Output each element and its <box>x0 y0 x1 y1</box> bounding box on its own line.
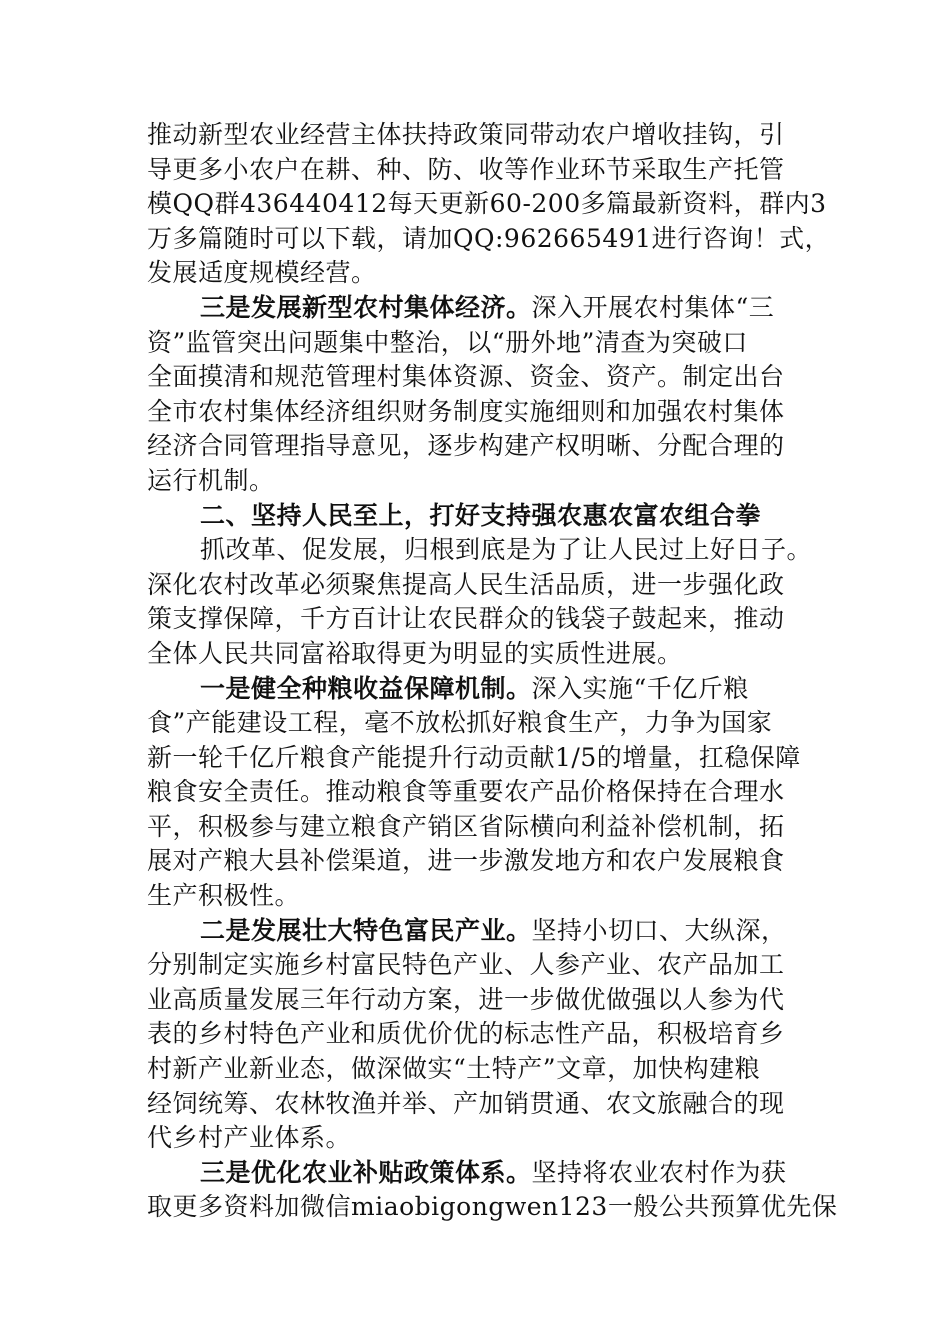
text-line: 代乡村产业体系。 <box>147 1123 352 1153</box>
text-line: 生产积极性。 <box>147 881 301 911</box>
text-line: 深入实施“千亿斤粮 <box>531 673 749 703</box>
text-line: 坚持将农业农村作为获 <box>531 1157 787 1187</box>
paragraph-5 <box>147 914 812 1156</box>
paragraph-6 <box>147 1156 838 1225</box>
paragraph-lead: 三是发展新型农村集体经济。 <box>200 292 532 322</box>
text-line: 新一轮千亿斤粮食产能提升行动贡献1/5的增量，扛稳保障 <box>147 742 801 772</box>
text-line: 粮食安全责任。推动粮食等重要农产品价格保持在合理水 <box>147 777 785 807</box>
text-line: 全市农村集体经济组织财务制度实施细则和加强农村集体 <box>147 396 785 426</box>
paragraph-1 <box>147 118 831 291</box>
text-line: 平，积极参与建立粮食产销区省际横向利益补偿机制，拓 <box>147 811 785 841</box>
text-line: 村新产业新业态，做深做实“土特产”文章，加快构建粮 <box>147 1054 761 1084</box>
text-line: 运行机制。 <box>147 465 275 495</box>
text-line: 经饲统筹、农林牧渔并举、产加销贯通、农文旅融合的现 <box>147 1088 785 1118</box>
text-line: 取更多资料加微信miaobigongwen123一般公共预算优先保 <box>147 1192 838 1222</box>
paragraph-lead: 二是发展壮大特色富民产业。 <box>200 915 532 945</box>
text-line: 推动新型农业经营主体扶持政策同带动农户增收挂钩，引 <box>147 120 785 149</box>
text-line: 模QQ群436440412每天更新60-200多篇最新资料，群内3 <box>147 189 827 219</box>
text-line: 深化农村改革必须聚焦提高人民生活品质，进一步强化政 <box>147 569 785 599</box>
text-line: 万多篇随时可以下载，请加QQ:962665491进行咨询！式， <box>147 223 831 253</box>
text-line: 策支撑保障，千方百计让农民群众的钱袋子鼓起来，推动 <box>147 604 785 634</box>
paragraph-2 <box>147 291 812 499</box>
paragraph-lead: 一是健全种粮收益保障机制。 <box>200 673 532 703</box>
text-line: 表的乡村特色产业和质优价优的标志性产品，积极培育乡 <box>147 1019 785 1049</box>
text-line: 深入开展农村集体“三 <box>531 292 775 322</box>
text-line: 资”监管突出问题集中整治，以“册外地”清查为突破口 <box>147 327 748 357</box>
text-line: 经济合同管理指导意见，逐步构建产权明晰、分配合理的 <box>147 431 785 461</box>
paragraph-3 <box>147 533 812 671</box>
section-heading: 二、坚持人民至上，打好支持强农惠农富农组合拳 <box>200 500 762 530</box>
text-line: 业高质量发展三年行动方案，进一步做优做强以人参为代 <box>147 984 785 1014</box>
text-line: 全体人民共同富裕取得更为明显的实质性进展。 <box>147 638 683 668</box>
document-body <box>147 118 838 1225</box>
text-line: 导更多小农户在耕、种、防、收等作业环节采取生产托管 <box>147 154 785 184</box>
paragraph-4 <box>147 672 812 914</box>
text-line: 坚持小切口、大纵深， <box>531 915 787 945</box>
paragraph-lead: 三是优化农业补贴政策体系。 <box>200 1157 532 1187</box>
text-line: 发展适度规模经营。 <box>147 258 377 288</box>
text-line: 展对产粮大县补偿渠道，进一步激发地方和农户发展粮食 <box>147 846 785 876</box>
text-line: 分别制定实施乡村富民特色产业、人参产业、农产品加工 <box>147 950 785 980</box>
text-line: 抓改革、促发展，归根到底是为了让人民过上好日子。 <box>200 535 813 565</box>
text-line: 全面摸清和规范管理村集体资源、资金、资产。制定出台 <box>147 362 785 392</box>
text-line: 食”产能建设工程，毫不放松抓好粮食生产，力争为国家 <box>147 708 773 738</box>
